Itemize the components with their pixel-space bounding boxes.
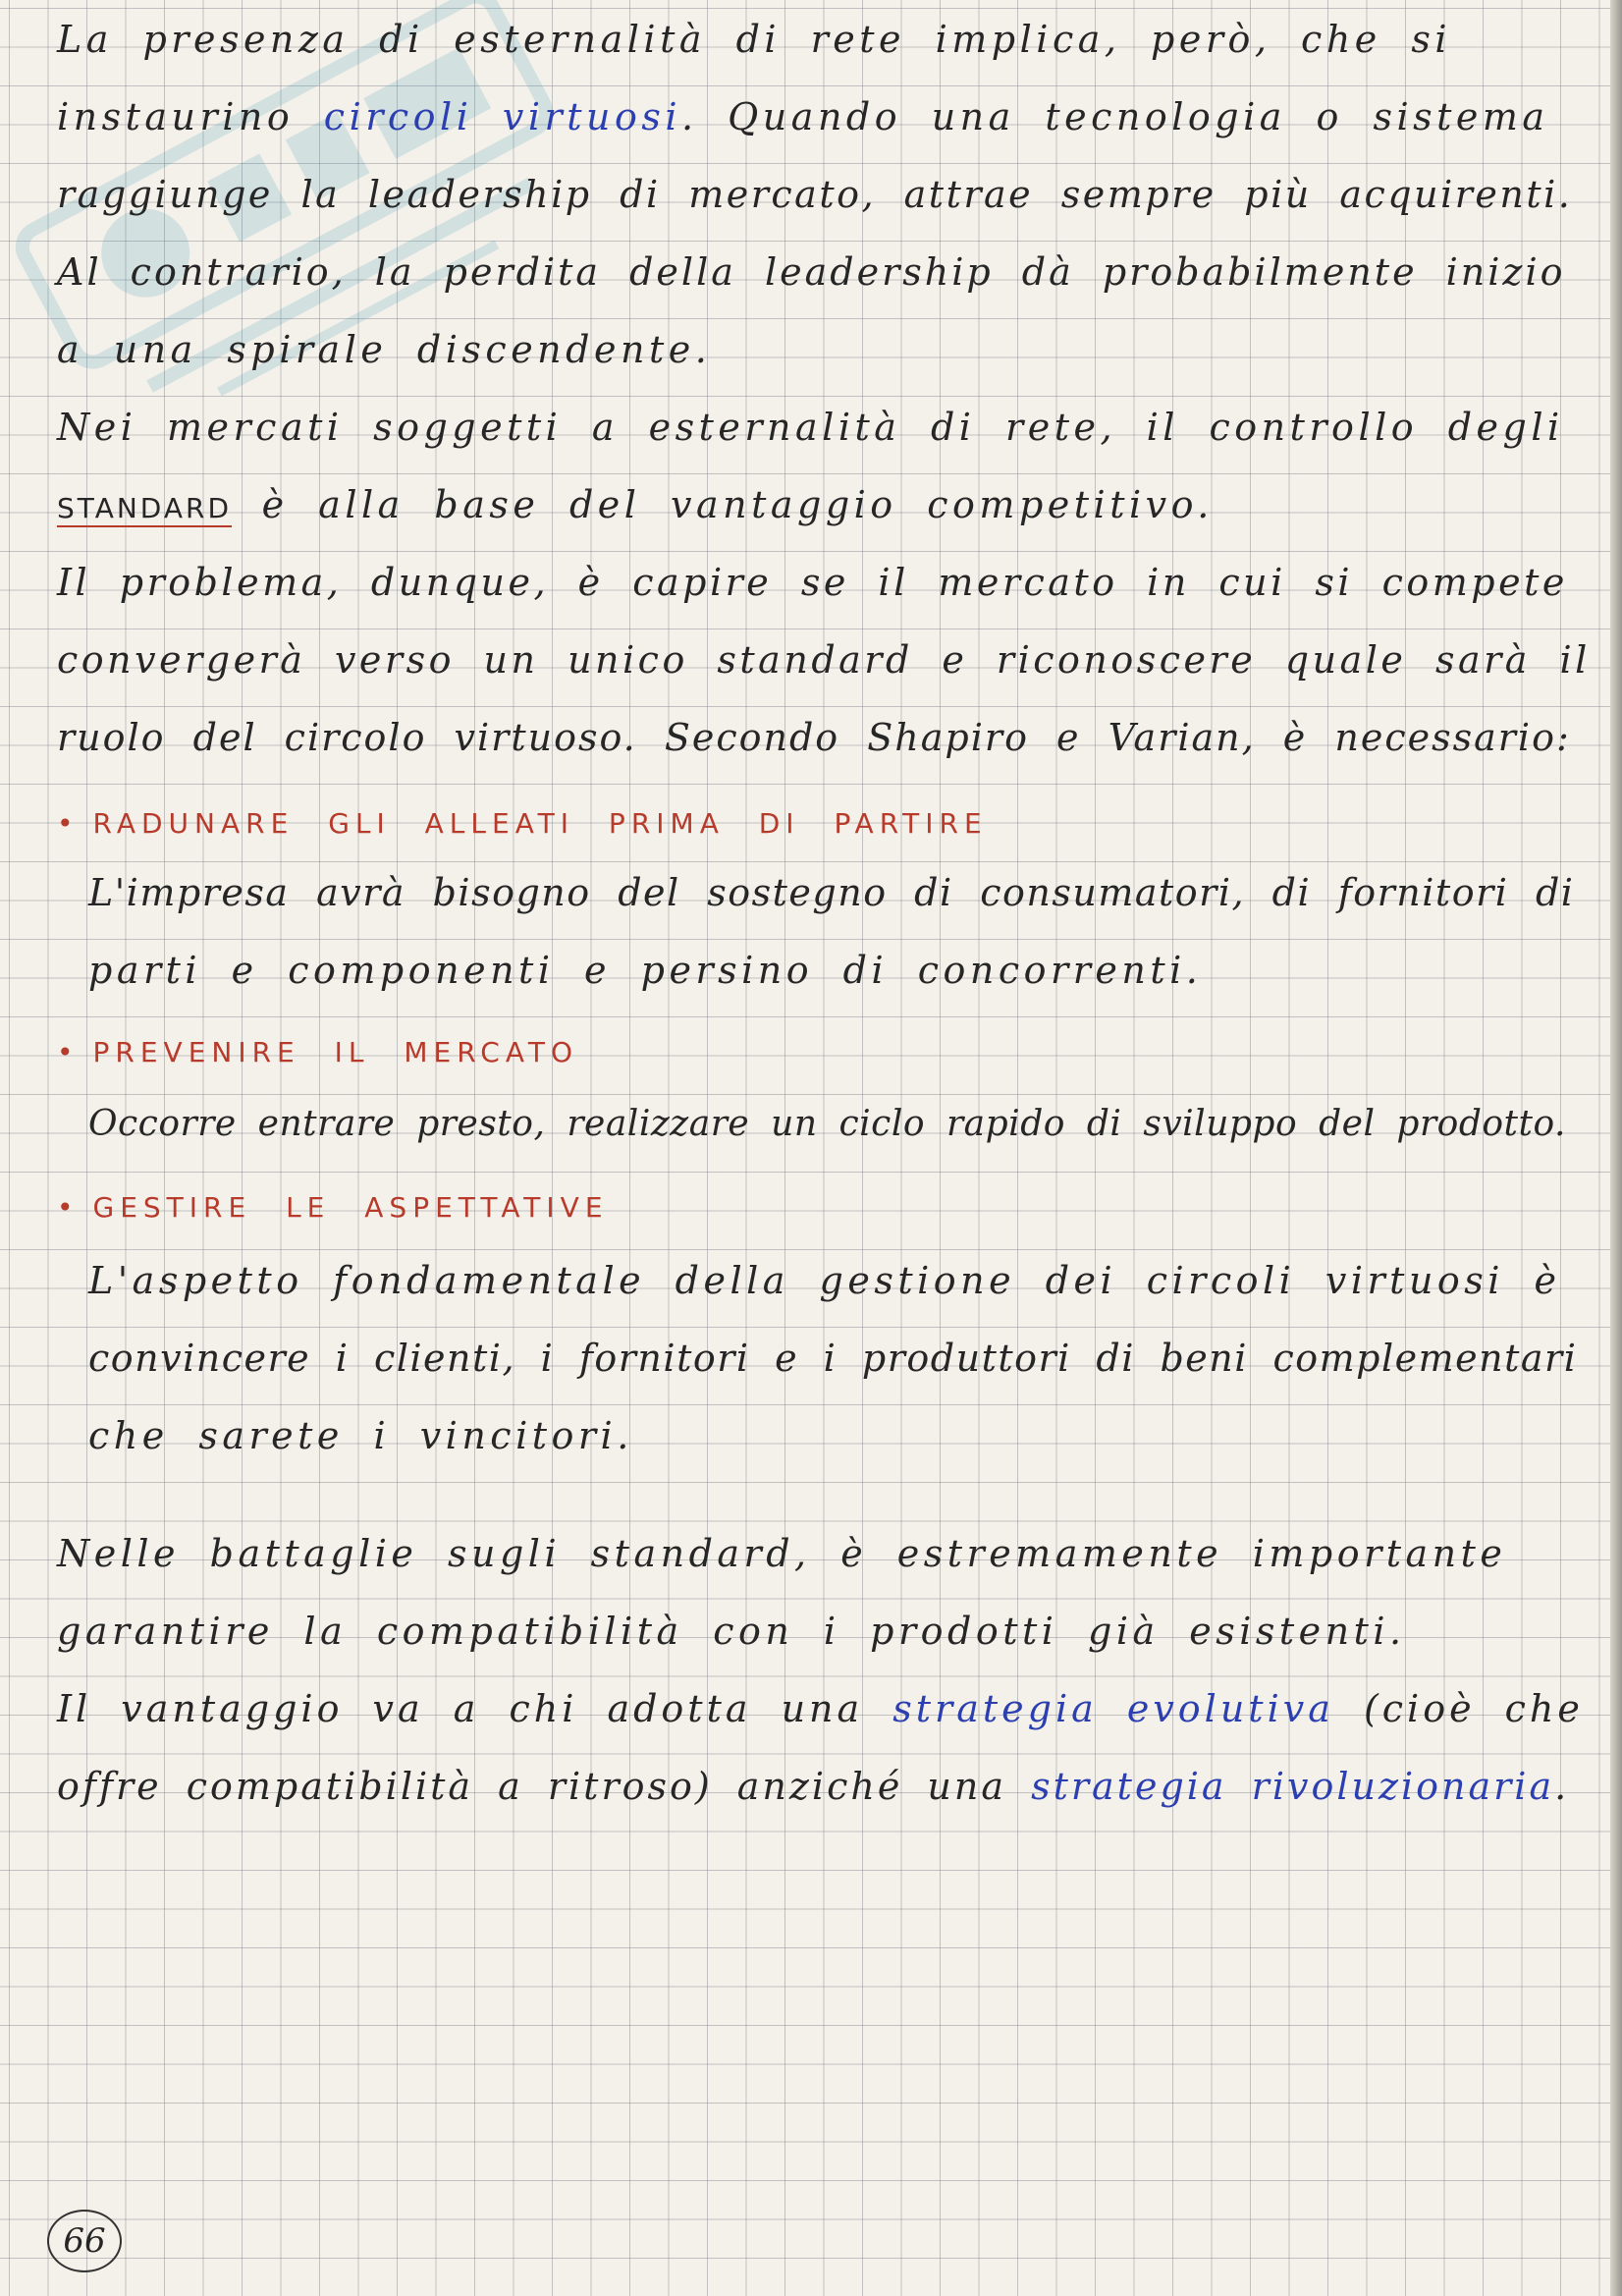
bullet-heading	[57, 807, 988, 840]
highlighted-term: strategia rivoluzionaria	[1031, 1765, 1555, 1808]
highlighted-term: strategia evolutiva	[892, 1687, 1334, 1730]
text-line: ruolo del circolo virtuoso. Secondo Shapiro e Varian, è necessario:	[57, 716, 1571, 759]
text-line: che sarete i vincitori.	[88, 1414, 633, 1457]
text-line: Al contrario, la perdita della leadership dà probabilmente inizio	[57, 250, 1566, 294]
text-line: convergerà verso un unico standard e riconoscere quale sarà il	[57, 638, 1591, 682]
text-line	[57, 483, 1214, 526]
text-segment: instaurino	[57, 95, 324, 138]
text-line: convincere i clienti, i fornitori e i produttori di beni complementari	[88, 1337, 1578, 1380]
text-line	[57, 1687, 1584, 1730]
text-line: raggiunge la leadership di mercato, attrae sempre più acquirenti.	[57, 173, 1573, 216]
bullet-title: GESTIRE LE ASPETTATIVE	[92, 1191, 609, 1224]
text-line: parti e componenti e persino di concorrenti.	[88, 949, 1203, 992]
bullet-dot-icon: •	[57, 807, 74, 840]
page-number: 66	[47, 2210, 122, 2272]
text-line: Nelle battaglie sugli standard, è estremamente importante	[57, 1532, 1507, 1575]
bullet-title: PREVENIRE IL MERCATO	[92, 1036, 578, 1068]
bullet-dot-icon: •	[57, 1036, 74, 1068]
text-segment: Il vantaggio va a chi adotta una	[57, 1687, 893, 1730]
text-line: a una spirale discendente.	[57, 328, 712, 371]
bullet-dot-icon: •	[57, 1191, 74, 1224]
text-line: Occorre entrare presto, realizzare un ciclo rapido di sviluppo del prodotto.	[88, 1104, 1566, 1144]
text-segment: . Quando una tecnologia o sistema	[681, 95, 1549, 138]
bullet-title: RADUNARE GLI ALLEATI PRIMA DI PARTIRE	[92, 807, 988, 840]
text-segment: (cioè che	[1333, 1687, 1584, 1730]
standard-keyword: STANDARD	[57, 492, 233, 524]
bullet-heading	[57, 1191, 609, 1224]
highlighted-term: circoli virtuosi	[323, 95, 681, 138]
text-segment: offre compatibilità a ritroso) anziché una	[57, 1765, 1032, 1808]
text-line: garantire la compatibilità con i prodotti già esistenti.	[57, 1610, 1406, 1653]
text-line: L'impresa avrà bisogno del sostegno di consumatori, di fornitori di	[88, 871, 1575, 914]
text-line: La presenza di esternalità di rete implica, però, che si	[57, 18, 1452, 61]
text-segment: è alla base del vantaggio competitivo.	[232, 483, 1214, 526]
text-line: Il problema, dunque, è capire se il mercato in cui si compete	[57, 561, 1568, 604]
page-edge	[1610, 0, 1622, 2296]
text-line	[57, 1765, 1569, 1808]
text-line: L'aspetto fondamentale della gestione dei circoli virtuosi è	[88, 1259, 1561, 1302]
text-line: Nei mercati soggetti a esternalità di rete, il controllo degli	[57, 406, 1564, 449]
text-segment: .	[1554, 1765, 1570, 1808]
bullet-heading	[57, 1036, 578, 1068]
text-line	[57, 95, 1549, 138]
